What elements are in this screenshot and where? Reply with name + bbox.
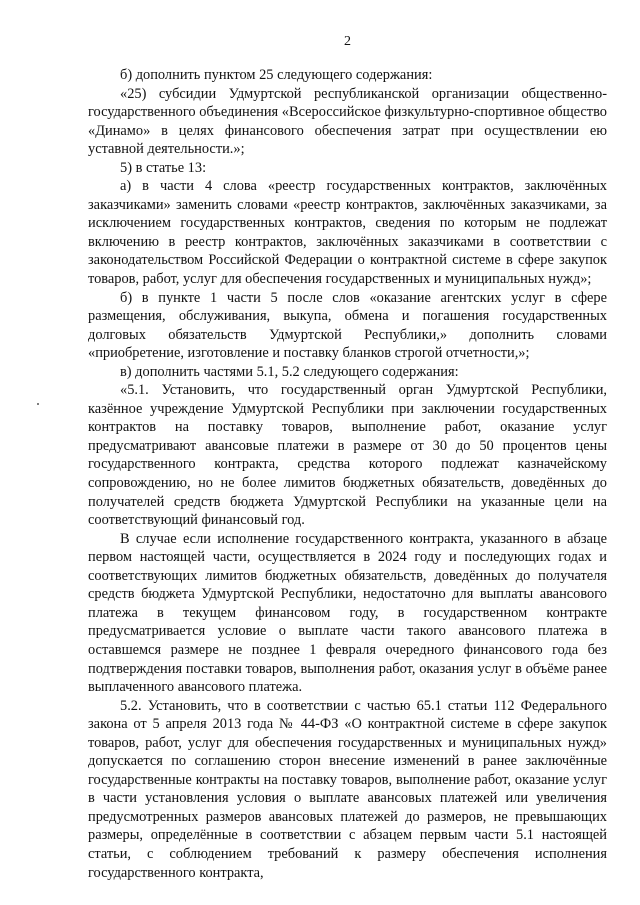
paragraph-part-5-1-second: В случае если исполнение государственного контракта, указанного в абзаце первом настоящей части, осуществляется в 2024 году и последующих годах и соответствующих лимитов бюджетных обязательств, доведённых до получателя средств бюджета Удмуртской Республики, недостаточно для выплаты авансового платежа в текущем финансовом году, в государственном контракте предусматривается условие о выплате части такого авансового платежа в оставшемся размере не позднее 1 февраля очередного финансового года без подтверждения поставки товаров, выполнения работ, оказания услуг в объёме ранее выплаченного авансового платежа.: [88, 530, 607, 696]
paragraph-item-25-text: «25) субсидии Удмуртской республиканской организации общественно-государственного объединения «Всероссийское физкультурно-спортивное общество «Динамо» в целях финансового обеспечения затрат при осуществлении ею уставной деятельности.»;: [88, 85, 607, 158]
paragraph-add-parts: в) дополнить частями 5.1, 5.2 следующего содержания:: [120, 363, 459, 380]
paragraph-part-5-2: 5.2. Установить, что в соответствии с частью 65.1 статьи 112 Федерального закона от 5 апреля 2013 года № 44-ФЗ «О контрактной системе в сфере закупок товаров, работ, услуг для обеспечения государственных и муниципальных нужд» допускается по соглашению сторон внесение изменений в ранее заключённые государственные контракты на поставку товаров, выполнение работ, оказание услуг в части установления условия о выплате авансовых платежей или увеличения предусмотренных размеров авансовых платежей до размеров, не превышающих размеры, определённые в соответствии с абзацем первым части 5.1 настоящей статьи, с соблюдением требований к размеру обеспечения исполнения государственного контракта,: [88, 697, 607, 881]
scan-speck: [37, 403, 39, 405]
paragraph-part-5-1: «5.1. Установить, что государственный орган Удмуртской Республики, казённое учреждение Удмуртской Республики при заключении государственных контрактов на поставку товаров, выполнение работ, оказание услуг предусматривают авансовые платежи в размере от 30 до 50 процентов цены государственного контракта, средства которого подлежат казначейскому сопровождению, но не более лимитов бюджетных обязательств, доведённых до получателей средств бюджета Удмуртской Республики на указанные цели на соответствующий финансовый год.: [88, 382, 607, 529]
paragraph-article-13: 5) в статье 13:: [120, 159, 207, 176]
paragraph-part-4: а) в части 4 слова «реестр государственных контрактов, заключённых заказчиками» заменить словами «реестр контрактов, заключённых заказчиками, за исключением государственных контрактов, сведения по которым не подлежат включению в реестр контрактов, заключённых заказчиками в соответствии с законодательством Российской Федерации о контрактной системе в сфере закупок товаров, работ, услуг для обеспечения государственных и муниципальных нужд»;: [88, 178, 607, 288]
paragraph-part-5-item-1: б) в пункте 1 части 5 после слов «оказание агентских услуг в сфере размещения, обслуживания, выкупа, обмена и погашения государственных долговых обязательств Удмуртской Республики,» дополнить словами «приобретение, изготовление и поставку бланков строгой отчетности,»;: [88, 289, 607, 362]
page-number: 2: [344, 34, 351, 49]
paragraph-item-25-intro: б) дополнить пунктом 25 следующего содержания:: [120, 67, 433, 83]
